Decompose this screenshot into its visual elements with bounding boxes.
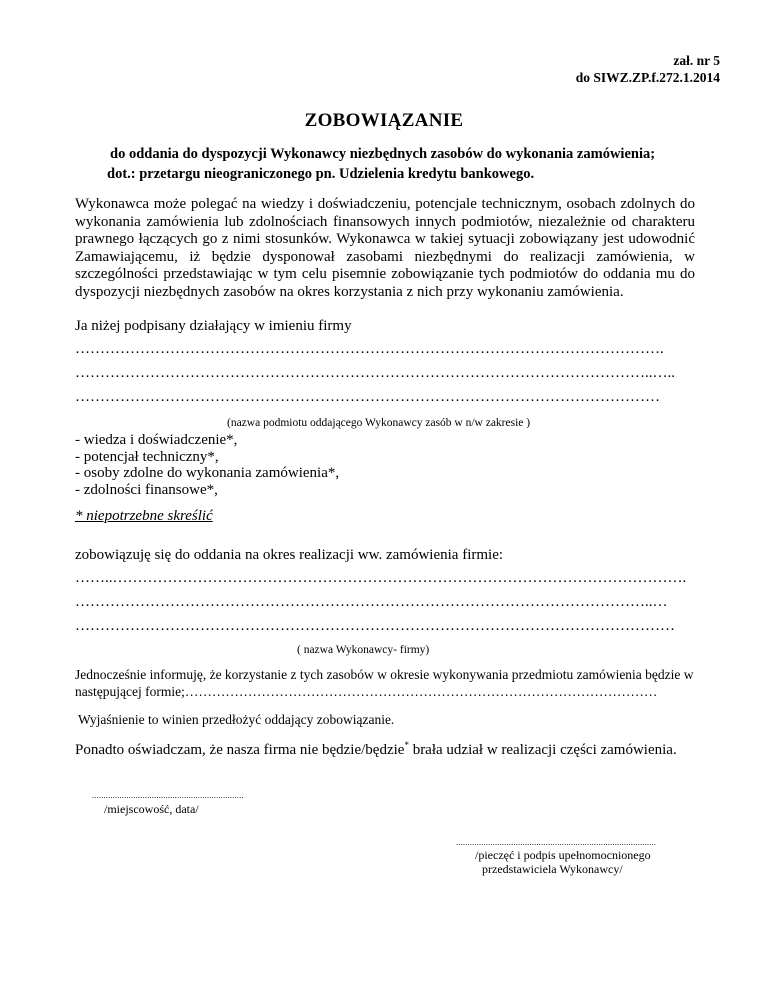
- entity-caption: (nazwa podmiotu oddającego Wykonawcy zasób w n/w zakresie ): [227, 417, 531, 429]
- contractor-name-line-3: …………………………………………………………………………………………………………: [75, 618, 675, 634]
- resource-list: [75, 432, 339, 498]
- resource-item: - zdolności finansowe*,: [75, 481, 218, 498]
- contractor-name-line-1: ……..…………………………………………………………………………………………………….: [75, 570, 687, 586]
- strike-note: * niepotrzebne skreślić: [75, 508, 213, 524]
- inform-line-1: Jednocześnie informuję, że korzystanie z tych zasobów w okresie wykonywania przedmiotu zamówienia będzie w: [75, 667, 694, 682]
- declaration: [75, 740, 677, 759]
- signature-label-line-1: /pieczęć i podpis upełnomocnionego: [475, 848, 651, 862]
- inform-line-2-text: następującej formie;: [75, 684, 185, 699]
- entity-name-line-3: ………………………………………………………………………………………………………: [75, 389, 660, 405]
- resource-item: - wiedza i doświadczenie*,: [75, 432, 238, 448]
- declaration-asterisk: *: [404, 740, 409, 750]
- siwz-reference: do SIWZ.ZP.f.272.1.2014: [575, 70, 720, 85]
- resource-item: - osoby zdolne do wykonania zamówienia*,: [75, 465, 340, 481]
- commitment-label: zobowiązuję się do oddania na okres realizacji ww. zamówienia firmie:: [75, 547, 504, 563]
- subtitle-line-1: do oddania do dyspozycji Wykonawcy niezbędnych zasobów do wykonania zamówienia;: [110, 146, 656, 162]
- entity-name-line-1: ……………………………………………………………………………………………………….: [75, 341, 664, 357]
- entity-name-line-2: ……………………………………………………………………………………………………..…..: [75, 365, 675, 381]
- contractor-name-line-2: ……………………………………………………………………………………………………..…: [75, 594, 668, 610]
- attachment-number: zał. nr 5: [673, 53, 720, 68]
- declaration-part-2: brała udział w realizacji części zamówienia.: [408, 742, 677, 758]
- document-title: ZOBOWIĄZANIE: [304, 110, 464, 131]
- place-date-label: /miejscowość, data/: [104, 802, 199, 816]
- subtitle-line-2: dot.: przetargu nieograniczonego pn. Udzielenia kredytu bankowego.: [107, 166, 535, 182]
- resource-item: - potencjał techniczny*,: [75, 448, 219, 465]
- declaration-part-1: Ponadto oświadczam, że nasza firma nie będzie/będzie: [75, 742, 405, 758]
- inform-line-2: [75, 684, 725, 700]
- undersigned-label: Ja niżej podpisany działający w imieniu firmy: [75, 318, 352, 334]
- intro-paragraph: Wykonawca może polegać na wiedzy i doświadczeniu, potencjale technicznym, osobach zdolnych do wykonania zamówienia lub zdolnościach finansowych innych podmiotów, niezależnie od charakteru prawnego łączących go z nimi stosunków. Wykonawca w takiej sytuacji zobowiązany jest udowodnić Zamawiającemu, iż będzie dysponował zasobami niezbędnymi do realizacji zamówienia, w szczególności przedstawiając w tym celu pisemnie zobowiązanie tych podmiotów do oddania mu do dyspozycji niezbędnych zasobów na okres korzystania z nich przy wykonaniu zamówienia.: [75, 196, 695, 300]
- signature-dotted-line: .......................................................................................: [456, 838, 657, 847]
- place-date-dotted-line: ..................................................................: [92, 791, 244, 800]
- signature-label-line-2: przedstawiciela Wykonawcy/: [482, 862, 623, 876]
- contractor-caption: ( nazwa Wykonawcy- firmy): [297, 644, 430, 656]
- explanation-text: Wyjaśnienie to winien przedłożyć oddający zobowiązanie.: [78, 712, 395, 727]
- inform-form-dots: ……………………………………………………………………………………………: [184, 684, 658, 699]
